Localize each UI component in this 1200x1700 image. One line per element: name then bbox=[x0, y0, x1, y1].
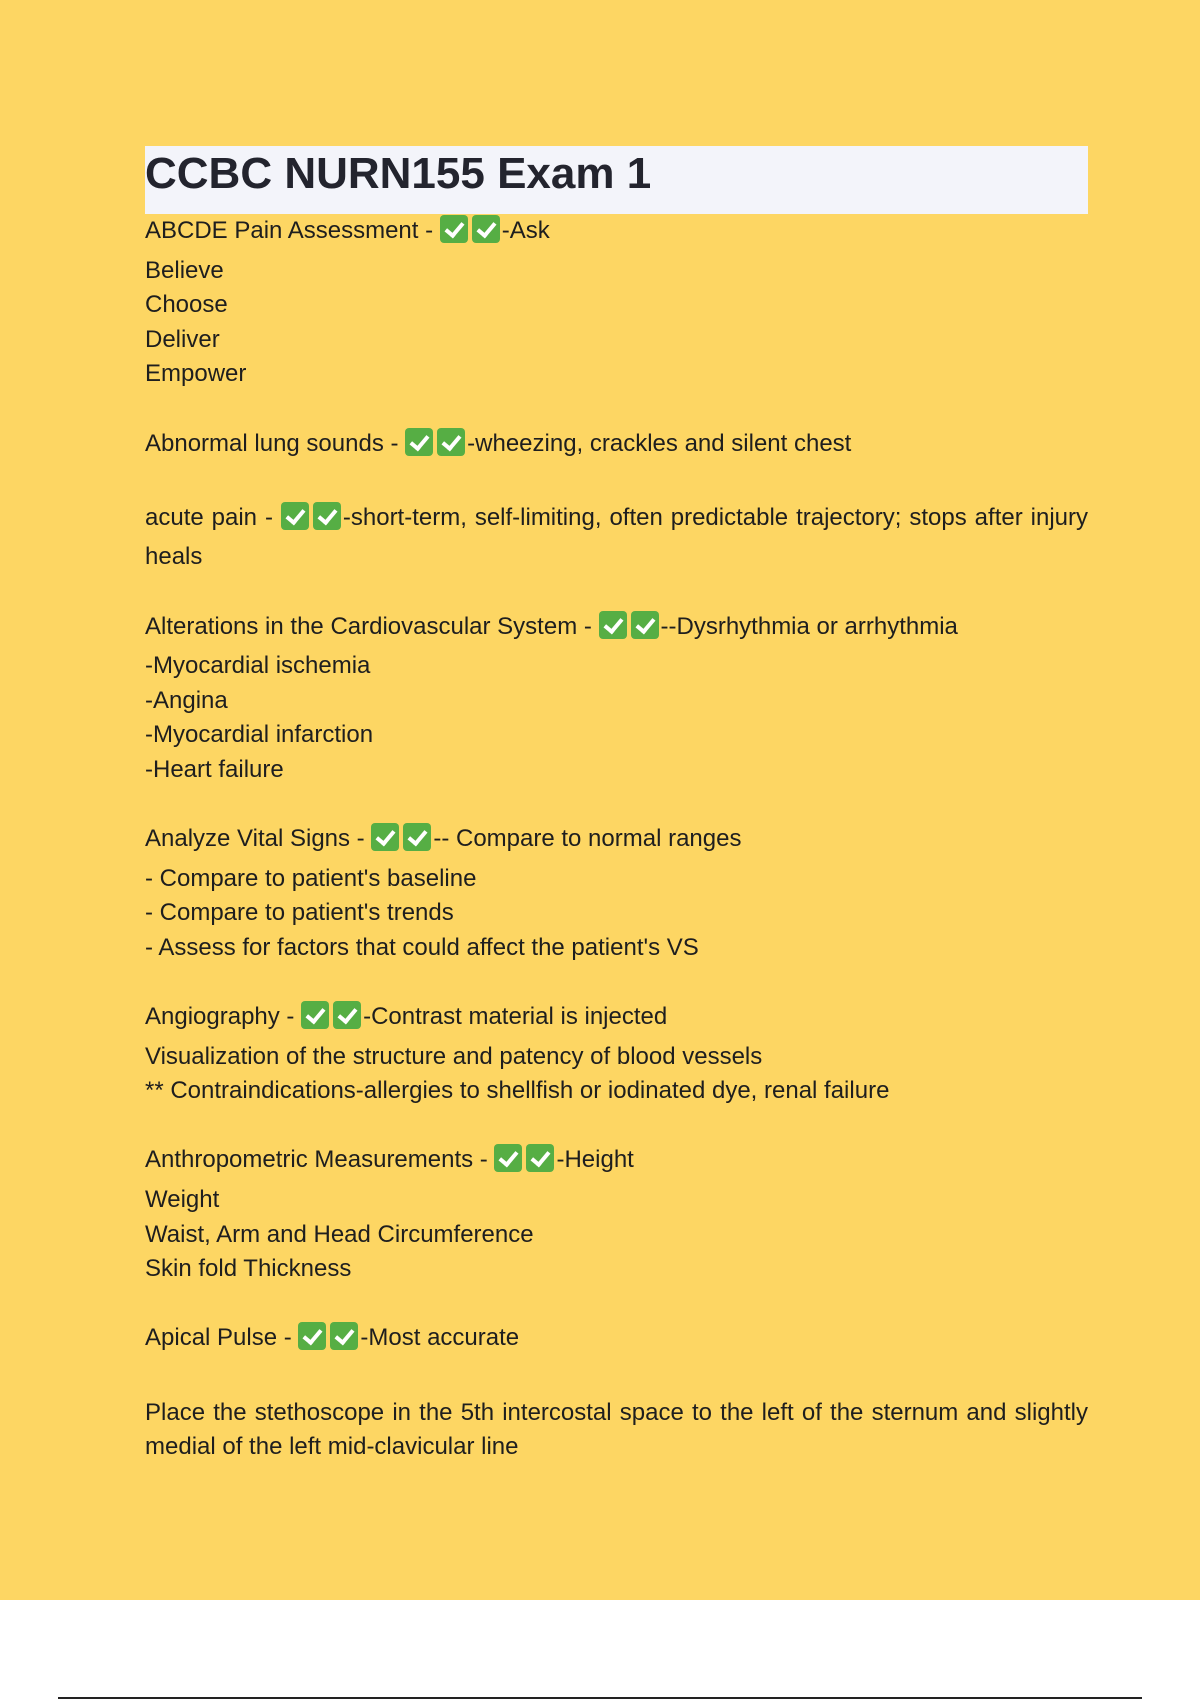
definition-line: Deliver bbox=[145, 325, 220, 353]
definition-line: - Compare to patient's trends bbox=[145, 899, 454, 927]
flashcard-entry bbox=[145, 427, 1088, 501]
flashcard-entry bbox=[145, 1321, 1088, 1395]
page-title bbox=[145, 146, 1088, 214]
check-mark-icon bbox=[405, 428, 433, 456]
definition-line: ** Contraindications-allergies to shellfish or iodinated dye, renal failure bbox=[145, 1077, 890, 1105]
document-content bbox=[145, 146, 1088, 1465]
definition-line: -Heart failure bbox=[145, 755, 284, 783]
check-mark-icon bbox=[472, 215, 500, 243]
flashcard-entry bbox=[145, 822, 1088, 1000]
entry-definition: -Most accurate bbox=[360, 1324, 520, 1352]
entry-term: Analyze Vital Signs - bbox=[145, 825, 372, 853]
check-mark-icon bbox=[526, 1144, 554, 1172]
definition-line: Believe bbox=[145, 256, 224, 284]
definition-line: Visualization of the structure and patency of blood vessels bbox=[145, 1042, 763, 1070]
definition-line: -Myocardial infarction bbox=[145, 721, 374, 749]
entry-definition: -wheezing, crackles and silent chest bbox=[467, 429, 852, 457]
entry-term: Angiography - bbox=[145, 1003, 302, 1031]
definition-line: - Compare to patient's baseline bbox=[145, 864, 477, 892]
definition-line: Skin fold Thickness bbox=[145, 1255, 352, 1283]
definition-line: Waist, Arm and Head Circumference bbox=[145, 1220, 534, 1248]
entry-definition: -- Compare to normal ranges bbox=[433, 825, 742, 853]
check-marks bbox=[494, 1144, 556, 1183]
check-marks bbox=[371, 823, 433, 862]
flashcard-entry bbox=[145, 1143, 1088, 1321]
footer-divider bbox=[58, 1697, 1142, 1699]
definition-line: Choose bbox=[145, 291, 228, 319]
entry-term: ABCDE Pain Assessment - bbox=[145, 217, 440, 244]
flashcard-entry bbox=[145, 214, 1088, 427]
page-title-text: CCBC NURN155 Exam 1 bbox=[145, 149, 652, 198]
entry-definition: -Ask bbox=[501, 217, 550, 244]
definition-line: -Myocardial ischemia bbox=[145, 652, 371, 680]
check-mark-icon bbox=[333, 1001, 361, 1029]
entry-definition: -Height bbox=[556, 1146, 634, 1174]
check-mark-icon bbox=[403, 823, 431, 851]
entry-definition: -Contrast material is injected bbox=[363, 1003, 668, 1031]
check-mark-icon bbox=[298, 1322, 326, 1350]
flashcard-entry bbox=[145, 501, 1088, 610]
check-mark-icon bbox=[494, 1144, 522, 1172]
entry-term: Alterations in the Cardiovascular System - bbox=[145, 612, 599, 640]
check-marks bbox=[405, 428, 467, 467]
check-mark-icon bbox=[599, 611, 627, 639]
entry-definition: --Dysrhythmia or arrhythmia bbox=[660, 612, 958, 640]
flashcard-entry bbox=[145, 610, 1088, 823]
entry-term: acute pain - bbox=[145, 503, 281, 531]
definition-line: Empower bbox=[145, 360, 247, 388]
check-mark-icon bbox=[330, 1322, 358, 1350]
check-marks bbox=[281, 502, 343, 541]
definition-line: Weight bbox=[145, 1186, 220, 1214]
check-mark-icon bbox=[281, 502, 309, 530]
check-marks bbox=[301, 1001, 363, 1040]
check-marks bbox=[298, 1322, 360, 1361]
flashcard-entry bbox=[145, 1000, 1088, 1143]
check-marks bbox=[440, 215, 502, 254]
check-mark-icon bbox=[631, 611, 659, 639]
check-mark-icon bbox=[437, 428, 465, 456]
check-mark-icon bbox=[301, 1001, 329, 1029]
definition-line: -Angina bbox=[145, 686, 228, 714]
definition-line: - Assess for factors that could affect the patient's VS bbox=[145, 933, 699, 961]
check-mark-icon bbox=[313, 502, 341, 530]
check-marks bbox=[599, 611, 661, 650]
entry-definition: -short-term, self-limiting, often predictable trajectory; stops after injury heals bbox=[145, 503, 1088, 571]
closing-paragraph: Place the stethoscope in the 5th intercostal space to the left of the sternum and slightly medial of the left mid-clavicular line bbox=[145, 1398, 1088, 1461]
check-mark-icon bbox=[440, 215, 468, 243]
entry-term: Anthropometric Measurements - bbox=[145, 1146, 495, 1174]
entry-term: Abnormal lung sounds - bbox=[145, 429, 406, 457]
check-mark-icon bbox=[371, 823, 399, 851]
entry-term: Apical Pulse - bbox=[145, 1324, 299, 1352]
